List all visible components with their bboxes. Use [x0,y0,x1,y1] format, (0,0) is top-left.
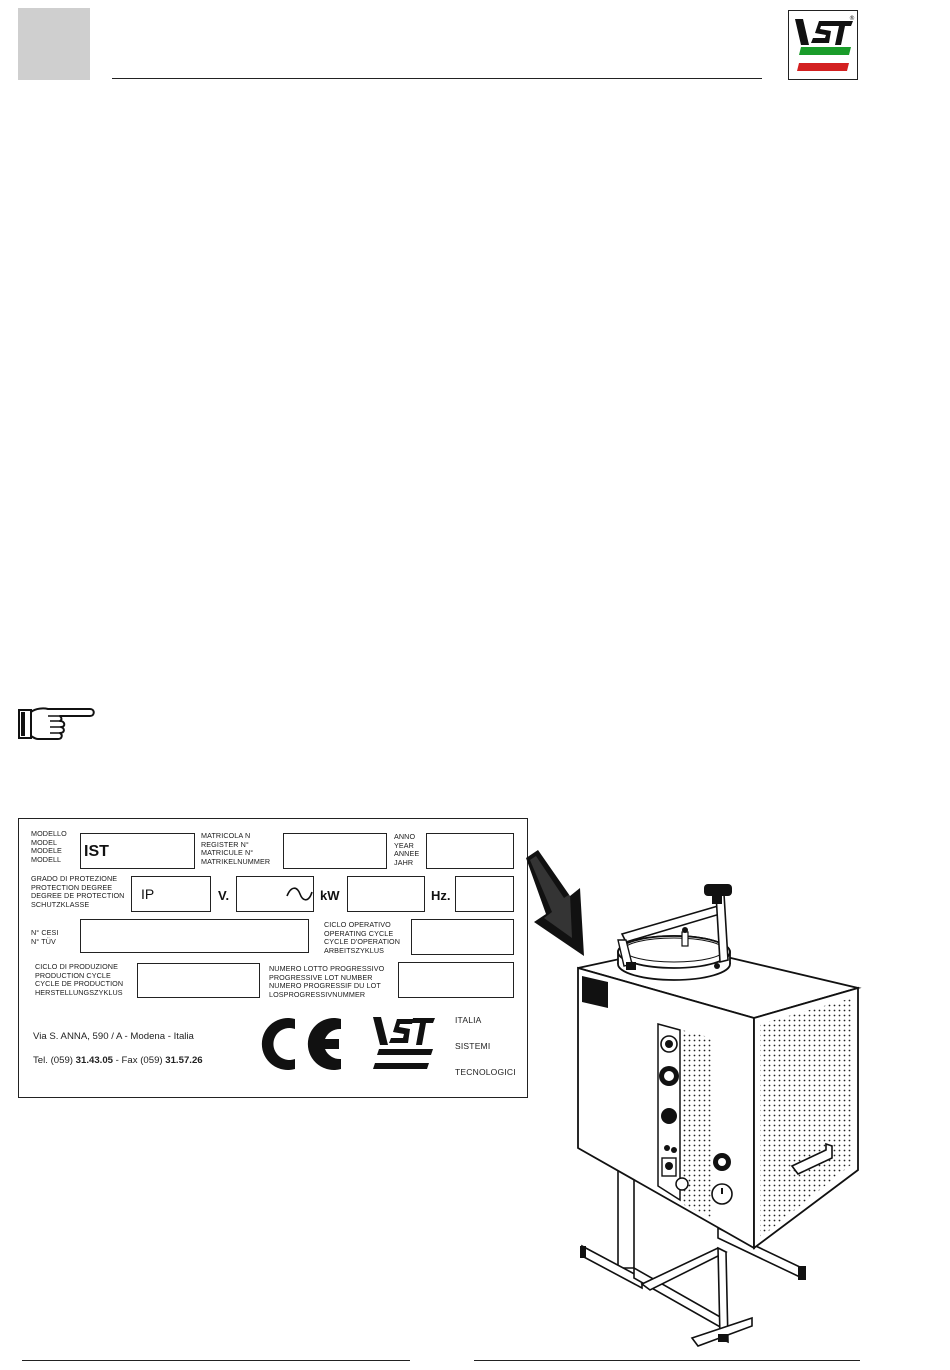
ac-symbol-icon [237,877,313,911]
hz-label: Hz. [431,888,451,903]
register-field [283,833,387,869]
lot-labels: NUMERO LOTTO PROGRESSIVO PROGRESSIVE LOT NUMBER NUMERO PROGRESSIF DU LOT LOSPROGRESSIVNUMMER [269,964,385,999]
model-labels: MODELLO MODEL MODELE MODELL [31,829,67,864]
page-tab-marker [18,8,90,80]
cycle-labels: CICLO OPERATIVO OPERATING CYCLE CYCLE D'OPERATION ARBEITSZYKLUS [324,920,401,955]
ist-plate-logo-icon [371,1015,441,1075]
arrow-down-icon [526,850,584,956]
machine-illustration [522,848,862,1358]
kw-label: kW [320,888,340,903]
lot-field [398,962,514,998]
model-value: IST [84,843,109,860]
volt-field [236,876,314,912]
footer-rule-left [22,1360,410,1361]
company-word-italia: ITALIA [455,1015,482,1025]
year-labels: ANNO YEAR ANNEE JAHR [394,832,420,867]
company-word-tecnologici: TECNOLOGICI [455,1067,516,1077]
ip-value: IP [141,886,155,902]
hz-field [455,876,514,912]
volt-label: V. [218,888,230,903]
year-field [426,833,514,869]
ist-logo-icon [788,10,858,80]
header-rule [112,78,762,79]
production-labels: CICLO DI PRODUZIONE PRODUCTION CYCLE CYCLE DE PRODUCTION HERSTELLUNGSZYKLUS [35,962,124,997]
company-address: Via S. ANNA, 590 / A - Modena - Italia [33,1031,194,1042]
footer-rule-right [474,1360,860,1361]
cesi-labels: N° CESI N° TÜV [31,928,59,946]
rating-plate [18,818,528,1098]
ce-mark-icon [255,1015,345,1073]
register-labels: MATRICOLA N REGISTER N° MATRICULE N° MATRIKELNUMMER [201,831,271,866]
cesi-field [80,919,309,953]
pointing-hand-icon [18,700,98,748]
kw-field [347,876,425,912]
svg-text:®: ® [849,15,855,22]
company-word-sistemi: SISTEMI [455,1041,491,1051]
company-phone-fax: Tel. (059) 31.43.05 - Fax (059) 31.57.26 [33,1055,203,1066]
production-field [137,963,260,998]
protection-labels: GRADO DI PROTEZIONE PROTECTION DEGREE DEGREE DE PROTECTION SCHUTZKLASSE [31,874,125,909]
cycle-field [411,919,514,955]
